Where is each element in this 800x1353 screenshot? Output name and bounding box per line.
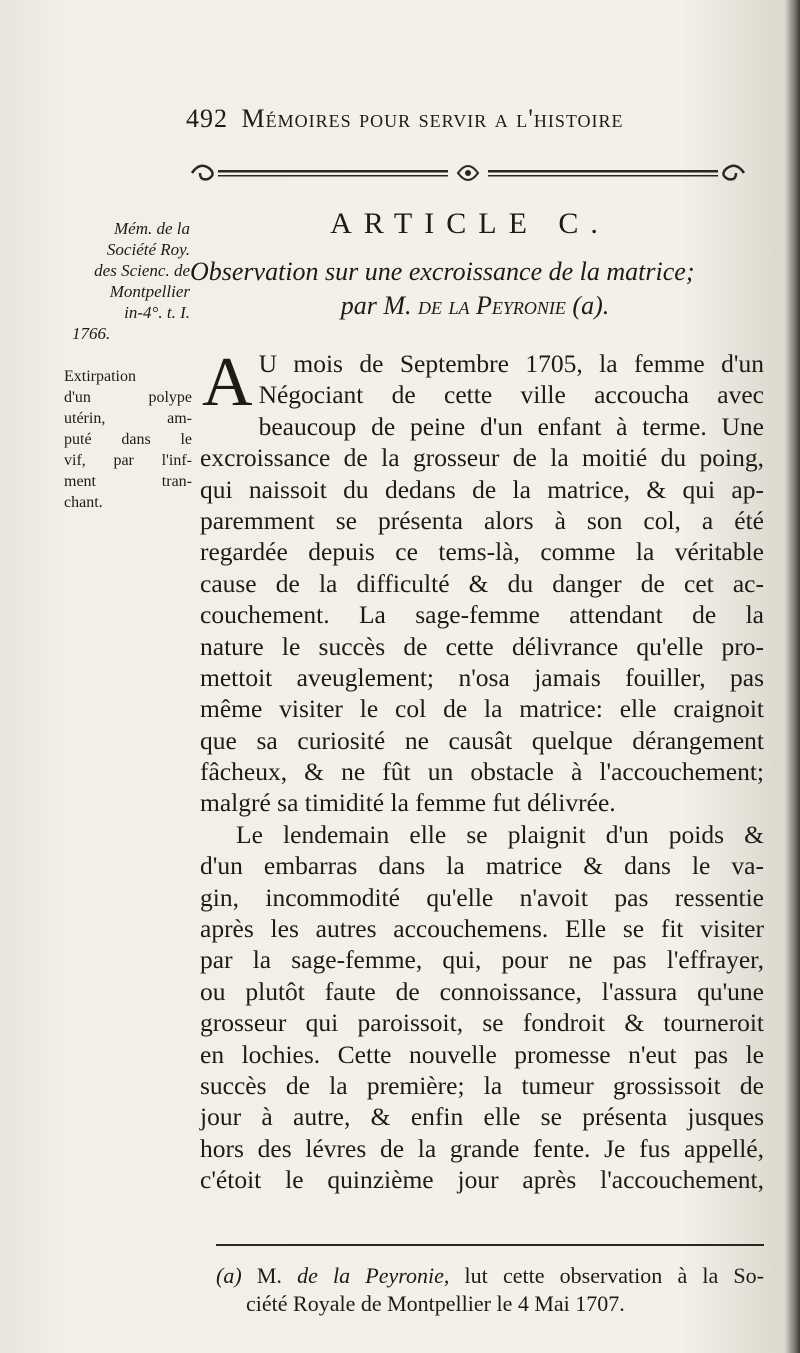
text-line: par la sage-femme, qui, pour ne pas l'effrayer, <box>200 945 764 975</box>
text-line: regardée depuis ce tems-là, comme la véritable <box>200 537 764 567</box>
text-line: succès de la première; la tumeur grossissoit de <box>200 1070 764 1100</box>
margin-note-line: vif, par l'inf- <box>64 452 192 469</box>
margin-note-line: puté dans le <box>64 431 192 448</box>
text-line: hors des lévres de la grande fente. Je fus appellé, <box>200 1133 764 1163</box>
text-line: qui naissoit du dedans de la matrice, & qui ap- <box>200 474 764 504</box>
margin-reference <box>72 218 190 344</box>
text-line: que sa curiosité ne causât quelque dérangement <box>200 725 764 755</box>
text-line: cause de la difficulté & du danger de cet ac- <box>200 568 764 598</box>
text-line: jour à autre, & enfin elle se présenta jusques <box>200 1102 764 1132</box>
text-line: U mois de Septembre 1705, la femme d'un <box>258 349 764 378</box>
margin-note-line: Extirpation <box>64 368 136 385</box>
margin-note <box>64 366 192 513</box>
text-line: couchement. La sage-femme attendant de la <box>200 600 764 630</box>
text-line: nature le succès de cette délivrance qu'elle pro- <box>200 631 764 661</box>
margin-reference-line: des Scienc. de <box>94 261 190 280</box>
text-line: excroissance de la grosseur de la moitié du poing, <box>200 443 764 473</box>
margin-note-line: utérin, am- <box>64 410 192 427</box>
footnote-rule <box>216 1244 764 1246</box>
text-line: Négociant de cette ville accoucha avec <box>258 380 764 410</box>
drop-cap: A <box>202 344 253 421</box>
footnote-line <box>216 1262 764 1290</box>
body-text <box>200 344 764 1196</box>
text-line: gin, incommodité qu'elle n'avoit pas ressentie <box>200 882 764 912</box>
article-heading: ARTICLE C. <box>330 207 610 240</box>
ornament-rule-icon <box>188 160 748 186</box>
text-line: paremment se présenta alors à son col, a été <box>200 505 764 535</box>
footnote-text: M. <box>256 1263 282 1288</box>
margin-reference-line: in-4°. t. I. <box>124 303 190 322</box>
margin-note-line: chant. <box>64 494 103 511</box>
footnote-author: de la Peyronie <box>297 1263 444 1288</box>
margin-note-line: ment tran- <box>64 473 192 490</box>
text-line: malgré sa timidité la femme fut délivrée. <box>200 788 616 818</box>
text-line: après les autres accouchemens. Elle se fit visiter <box>200 914 764 944</box>
footnote-ref: (a). <box>572 291 610 320</box>
text-line: d'un embarras dans la matrice & dans le va- <box>200 851 764 881</box>
text-line: mettoit aveuglement; n'osa jamais fouiller, pas <box>200 662 764 692</box>
footnote <box>216 1262 764 1318</box>
running-header <box>186 104 746 134</box>
text-line: beaucoup de peine d'un enfant à terme. Une <box>258 411 764 441</box>
running-title: Mémoires pour servir a l'histoire <box>241 104 624 133</box>
page-number: 492 <box>186 104 228 133</box>
article-subtitle <box>190 255 760 323</box>
text-line: fâcheux, & ne fût un obstacle à l'accouchement; <box>200 757 764 787</box>
text-line: c'étoit le quinzième jour après l'accouchement, <box>200 1165 764 1195</box>
footnote-marker: (a) <box>216 1263 242 1288</box>
footnote-line: ciété Royale de Montpellier le 4 Mai 1707. <box>246 1291 625 1316</box>
text-line: Le lendemain elle se plaignit d'un poids & <box>236 819 764 849</box>
author-name: de la Peyronie <box>418 291 566 320</box>
margin-reference-line: Mém. de la <box>113 219 190 238</box>
footnote-text: , lut cette observation à la So- <box>443 1263 764 1288</box>
margin-reference-line: Montpellier <box>109 282 190 301</box>
text-line: grosseur qui paroissoit, se fondroit & tourneroit <box>200 1008 764 1038</box>
margin-reference-line: 1766. <box>72 324 111 343</box>
margin-reference-line: Société Roy. <box>106 240 190 259</box>
text-line: même visiter le col de la matrice: elle craignoit <box>200 694 764 724</box>
subtitle-prefix: par M. <box>340 291 412 320</box>
page-edge-shadow <box>786 0 800 1353</box>
subtitle-author-line <box>190 289 760 323</box>
subtitle-line: Observation sur une excroissance de la matrice; <box>190 257 695 286</box>
margin-note-line: d'un polype <box>64 389 192 406</box>
text-line: en lochies. Cette nouvelle promesse n'eut pas le <box>200 1039 764 1069</box>
text-line: ou plutôt faute de connoissance, l'assura qu'une <box>200 976 764 1006</box>
